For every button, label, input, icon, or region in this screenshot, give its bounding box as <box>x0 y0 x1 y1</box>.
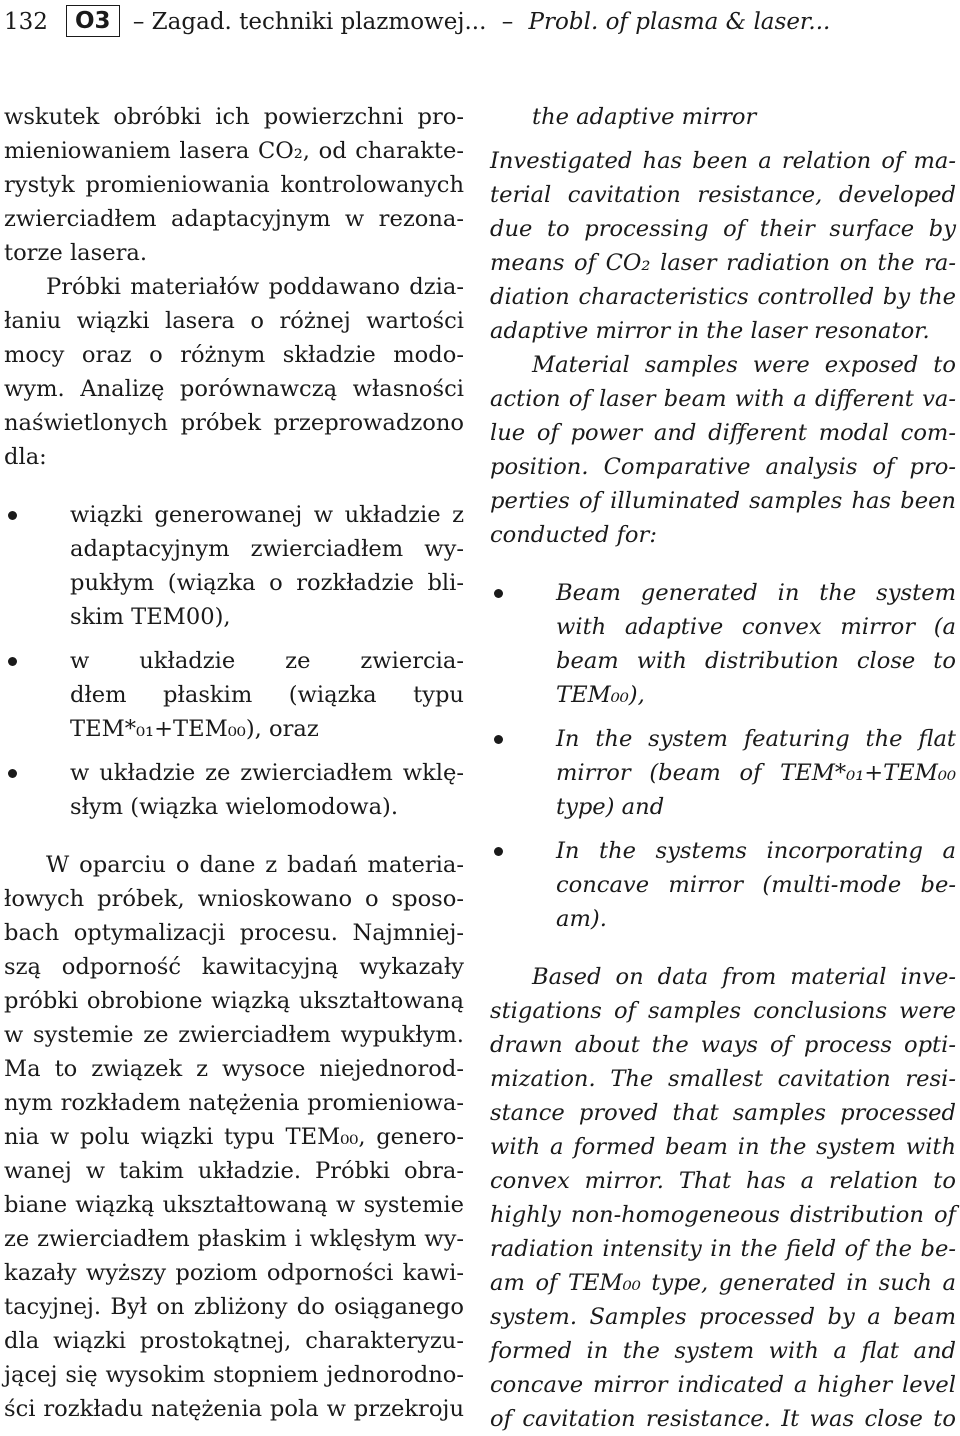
text-line: torze lasera. <box>4 240 148 266</box>
text-line: dla wiązki prostokątnej, charakteryzu- <box>4 1328 464 1354</box>
text-line: type) and <box>556 794 665 820</box>
text-line: nym rozkładem natężenia promieniowa- <box>4 1090 464 1116</box>
text-line: due to processing of their surface by <box>490 216 956 242</box>
text-line: łowych próbek, wnioskowano o sposo- <box>4 886 464 912</box>
list-item <box>490 834 956 936</box>
text-line: tacyjnej. Był on zbliżony do osiąganego <box>4 1294 464 1320</box>
text-line: mieniowaniem lasera CO₂, od charakte- <box>4 138 464 164</box>
text-line: Beam generated in the system <box>556 580 956 606</box>
bullet-icon <box>494 847 503 856</box>
text-line: pukłym (wiązka o rozkładzie bli- <box>70 570 464 596</box>
text-line: W oparciu o dane z badań materia- <box>46 852 464 878</box>
text-line: zwierciadłem adaptacyjnym w rezona- <box>4 206 464 232</box>
bullet-icon <box>8 511 17 520</box>
text-line: dłem płaskim (wiązka typu <box>70 682 464 708</box>
list-item <box>490 722 956 824</box>
paragraph-3 <box>4 848 464 1426</box>
text-line: formed in the system with a flat and <box>490 1338 956 1364</box>
text-line: mirror (beam of TEM*₀₁+TEM₀₀ <box>556 760 956 786</box>
text-line: TEM*₀₁+TEM₀₀), oraz <box>70 716 319 742</box>
paragraph-0 <box>490 100 956 134</box>
header-title-english: Probl. of plasma & laser... <box>528 9 831 35</box>
text-line: action of laser beam with a different va- <box>490 386 956 412</box>
text-line: w systemie ze zwierciadłem wypukłym. <box>4 1022 464 1048</box>
text-line: terial cavitation resistance, developed <box>490 182 956 208</box>
text-line: position. Comparative analysis of pro- <box>490 454 956 480</box>
text-line: wskutek obróbki ich powierzchni pro- <box>4 104 464 130</box>
text-line: wiązki generowanej w układzie z <box>70 502 464 528</box>
text-line: In the systems incorporating a <box>556 838 956 864</box>
text-line: diation characteristics controlled by the <box>490 284 956 310</box>
text-line: concave mirror indicated a higher level <box>490 1372 956 1398</box>
text-line: am of TEM₀₀ type, generated in such a <box>490 1270 956 1296</box>
text-line: the adaptive mirror <box>532 104 757 130</box>
text-line: skim TEM00), <box>70 604 231 630</box>
running-header <box>4 4 954 40</box>
text-line: mocy oraz o różnym składzie modo- <box>4 342 464 368</box>
text-line: Investigated has been a relation of ma- <box>490 148 956 174</box>
list-item <box>4 644 464 746</box>
text-line: concave mirror (multi-mode be- <box>556 872 956 898</box>
text-line: lue of power and different modal com- <box>490 420 956 446</box>
text-line: adaptive mirror in the laser resonator. <box>490 318 930 344</box>
text-line: łaniu wiązki lasera o różnej wartości <box>4 308 464 334</box>
text-line: nia w polu wiązki typu TEM₀₀, genero- <box>4 1124 464 1150</box>
text-line: with adaptive convex mirror (a <box>556 614 956 640</box>
text-line: kazały wyższy poziom odporności kawi- <box>4 1260 464 1286</box>
text-line: bach optymalizacji procesu. Najmniej- <box>4 920 464 946</box>
text-line: Ma to związek z wysoce niejednorod- <box>4 1056 464 1082</box>
text-line: ze zwierciadłem płaskim i wklęsłym wy- <box>4 1226 464 1252</box>
text-line: convex mirror. That has a relation to <box>490 1168 956 1194</box>
paragraph-2 <box>490 348 956 552</box>
bullet-icon <box>494 589 503 598</box>
text-line: beam with distribution close to <box>556 648 956 674</box>
text-line: wym. Analizę porównawczą własności <box>4 376 464 402</box>
bullet-icon <box>494 735 503 744</box>
paragraph-2 <box>4 270 464 474</box>
text-line: rystyk promieniowania kontrolowanych <box>4 172 464 198</box>
text-line: mization. The smallest cavitation resi- <box>490 1066 956 1092</box>
paragraph-1 <box>4 100 464 270</box>
text-line: biane wiązką ukształtowaną w systemie <box>4 1192 464 1218</box>
text-line: adaptacyjnym zwierciadłem wy- <box>70 536 464 562</box>
text-line: am). <box>556 906 607 932</box>
text-line: szą odporność kawitacyjną wykazały <box>4 954 464 980</box>
text-line: with a formed beam in the system with <box>490 1134 956 1160</box>
text-line: naświetlonych próbek przeprowadzono <box>4 410 464 436</box>
bullet-list <box>490 576 956 936</box>
text-line: TEM₀₀), <box>556 682 645 708</box>
list-item <box>490 576 956 712</box>
text-line: of cavitation resistance. It was close to <box>490 1406 956 1432</box>
text-line: Based on data from material inve- <box>532 964 956 990</box>
list-item <box>4 498 464 634</box>
bullet-list <box>4 498 464 824</box>
text-line: Material samples were exposed to <box>532 352 956 378</box>
text-line: In the system featuring the flat <box>556 726 956 752</box>
text-line: radiation intensity in the field of the be- <box>490 1236 956 1262</box>
text-line: system. Samples processed by a beam <box>490 1304 956 1330</box>
bullet-icon <box>8 657 17 666</box>
right-column-english <box>490 100 956 1436</box>
left-column-polish <box>4 100 464 1426</box>
text-line: słym (wiązka wielomodowa). <box>70 794 399 820</box>
text-line: highly non-homogeneous distribution of <box>490 1202 956 1228</box>
text-line: conducted for: <box>490 522 657 548</box>
text-line: perties of illuminated samples has been <box>490 488 956 514</box>
header-separator: – <box>501 9 514 35</box>
text-line: Próbki materiałów poddawano dzia- <box>46 274 464 300</box>
paragraph-1 <box>490 144 956 348</box>
header-title-polish: – Zagad. techniki plazmowej... <box>132 9 487 35</box>
text-line: w układzie ze zwiercia- <box>70 648 464 674</box>
list-item <box>4 756 464 824</box>
text-line: dla: <box>4 444 47 470</box>
text-line: means of CO₂ laser radiation on the ra- <box>490 250 956 276</box>
text-line: próbki obrobione wiązką ukształtowaną <box>4 988 464 1014</box>
text-line: stance proved that samples processed <box>490 1100 956 1126</box>
bullet-icon <box>8 769 17 778</box>
text-line: ści rozkładu natężenia pola w przekroju <box>4 1396 464 1422</box>
section-code-box: O3 <box>66 5 120 37</box>
page-number: 132 <box>4 9 48 35</box>
paragraph-3 <box>490 960 956 1436</box>
text-line: stigations of samples conclusions were <box>490 998 956 1024</box>
text-line: wanej w takim układzie. Próbki obra- <box>4 1158 464 1184</box>
text-line: w układzie ze zwierciadłem wklę- <box>70 760 464 786</box>
text-line: drawn about the ways of process opti- <box>490 1032 956 1058</box>
text-line: jącej się wysokim stopniem jednorodno- <box>4 1362 464 1388</box>
